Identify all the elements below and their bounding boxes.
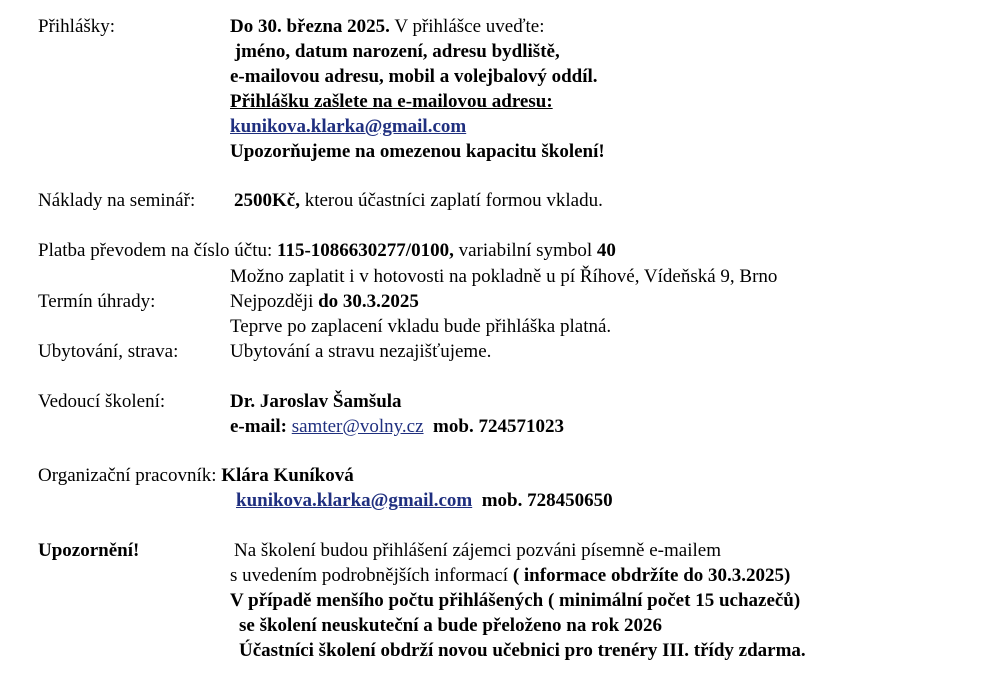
organizer-email-link[interactable]: kunikova.klarka@gmail.com	[236, 490, 473, 511]
notice-line-4: se školení neuskuteční a bude přeloženo na rok 2026	[239, 615, 662, 636]
notice-label: Upozornění!	[38, 540, 140, 561]
costs-amount: 2500Kč,	[234, 190, 300, 211]
payment-line	[38, 240, 616, 262]
leader-email-link[interactable]: samter@volny.cz	[291, 416, 424, 437]
lodging-text: Ubytování a stravu nezajišťujeme.	[230, 341, 492, 362]
payment-cash-note: Možno zaplatit i v hotovosti na pokladně u pí Říhové, Vídeňská 9, Brno	[230, 266, 778, 287]
leader-label: Vedoucí školení:	[38, 391, 166, 412]
applications-capacity-note: Upozorňujeme na omezenou kapacitu školení!	[230, 141, 605, 162]
payment-account: 115-1086630277/0100,	[277, 240, 454, 261]
due-date: do 30.3.2025	[318, 291, 419, 312]
due-note: Teprve po zaplacení vkladu bude přihláška platná.	[230, 316, 612, 337]
due-prefix: Nejpozději	[230, 291, 319, 312]
organizer-mobile: mob. 728450650	[472, 490, 613, 511]
organizer-label: Organizační pracovník:	[38, 465, 222, 486]
due-label: Termín úhrady:	[38, 291, 156, 312]
notice-line-3: V případě menšího počtu přihlášených ( minimální počet 15 uchazečů)	[230, 590, 801, 611]
leader-mobile: mob. 724571023	[423, 416, 564, 437]
applications-fields-1: jméno, datum narození, adresu bydliště,	[230, 41, 560, 62]
applications-email-link[interactable]: kunikova.klarka@gmail.com	[230, 116, 467, 137]
costs-line	[234, 190, 603, 212]
organizer-line	[38, 465, 354, 487]
organizer-contact-line	[236, 490, 613, 512]
lodging-label: Ubytování, strava:	[38, 341, 179, 362]
notice-line-1: Na školení budou přihlášení zájemci pozváni písemně e-mailem	[234, 540, 721, 561]
organizer-name: Klára Kuníková	[221, 465, 354, 486]
notice-line-2-bold: ( informace obdržíte do 30.3.2025)	[512, 565, 791, 586]
leader-contact-line	[230, 416, 564, 438]
leader-name: Dr. Jaroslav Šamšula	[230, 391, 402, 412]
payment-symbol-text: variabilní symbol	[453, 240, 597, 261]
applications-send-to: Přihlášku zašlete na e-mailovou adresu:	[230, 91, 553, 112]
payment-symbol: 40	[596, 240, 616, 261]
applications-deadline: Do 30. března 2025.	[230, 16, 390, 37]
payment-label: Platba převodem na číslo účtu:	[38, 240, 278, 261]
applications-label: Přihlášky:	[38, 16, 116, 37]
leader-email-label: e-mail:	[230, 416, 292, 437]
applications-intro: V přihlášce uveďte:	[389, 16, 545, 37]
costs-label: Náklady na seminář:	[38, 190, 196, 211]
notice-line-2-prefix: s uvedením podrobnějších informací	[230, 565, 513, 586]
notice-line-5: Účastníci školení obdrží novou učebnici pro trenéry III. třídy zdarma.	[239, 640, 806, 661]
notice-line-2	[230, 565, 790, 587]
due-line	[230, 291, 419, 313]
applications-deadline-line	[230, 16, 544, 38]
applications-fields-2: e-mailovou adresu, mobil a volejbalový oddíl.	[230, 66, 598, 87]
costs-text: kterou účastníci zaplatí formou vkladu.	[299, 190, 603, 211]
